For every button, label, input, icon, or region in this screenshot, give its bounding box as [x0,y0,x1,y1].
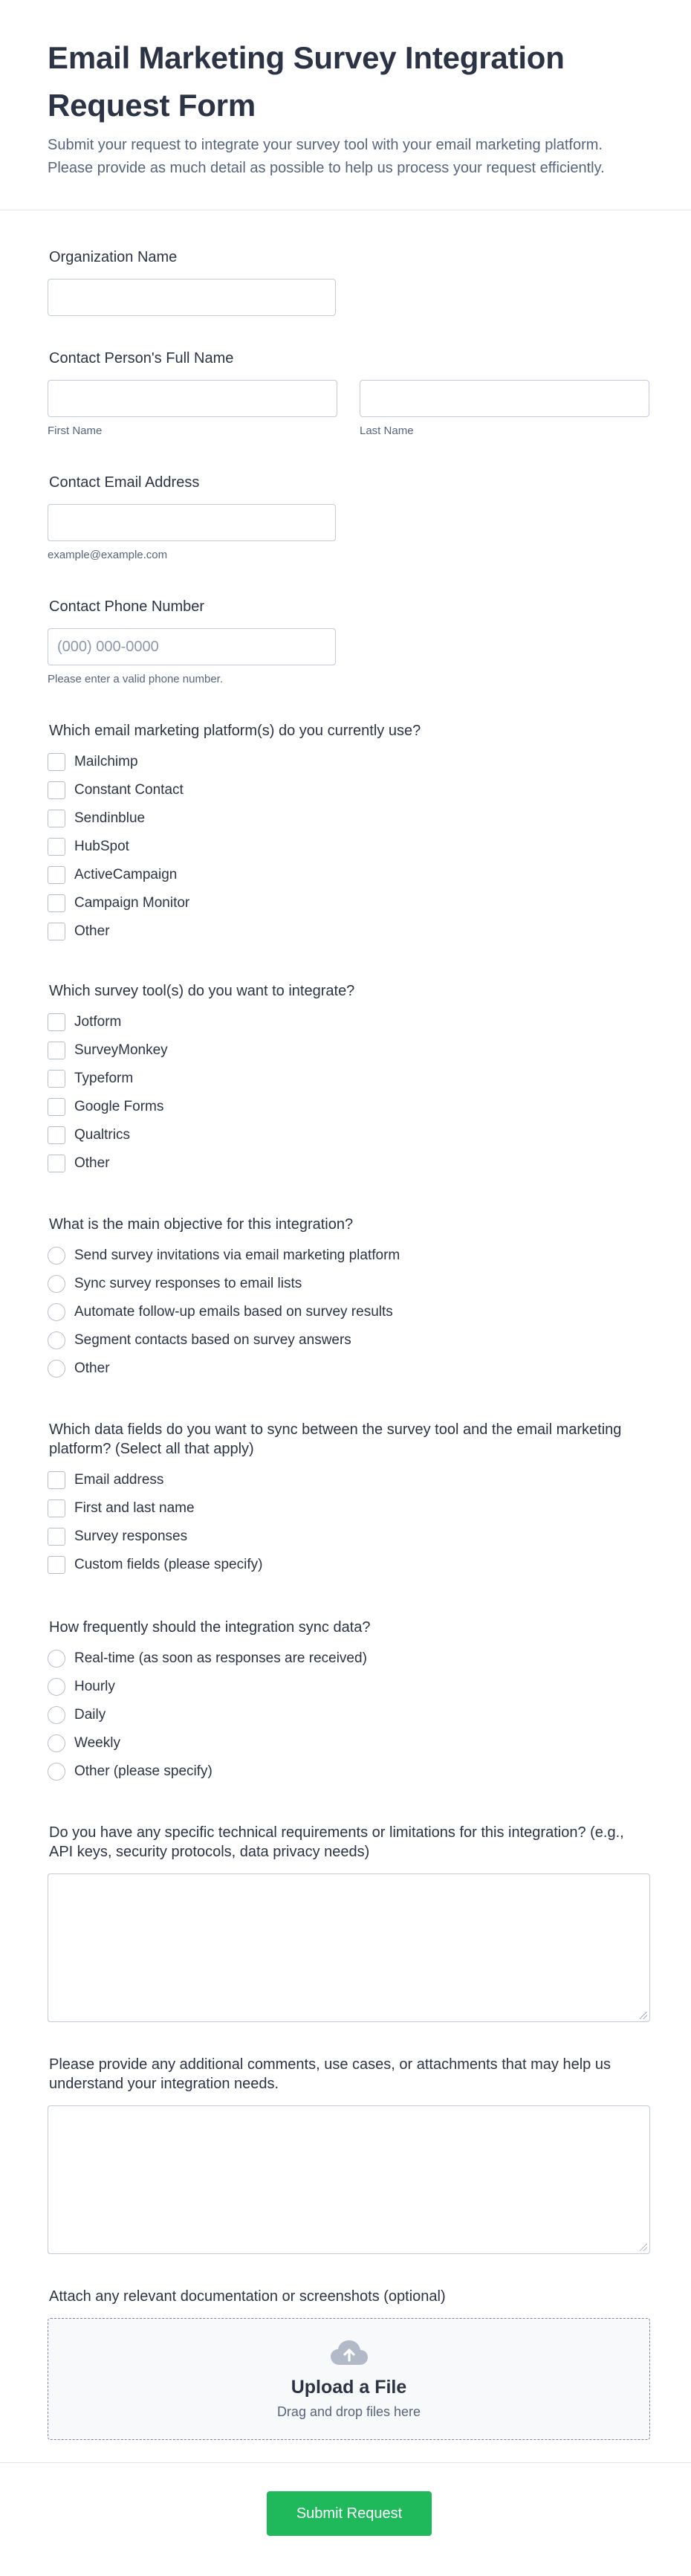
contact-name-field [48,349,643,437]
first-name-input[interactable] [48,380,337,417]
option-label: Sendinblue [74,810,146,826]
submit-button[interactable]: Submit Request [267,2491,432,2536]
option-label: Survey responses [74,1529,188,1544]
checkbox[interactable] [48,1155,65,1172]
option-label: Other [74,1155,110,1171]
survey-tools-field [48,981,643,1178]
radio-button[interactable] [48,1763,65,1781]
frequency-option[interactable] [48,1701,643,1729]
tech-req-field [48,1823,643,2022]
option-label: ActiveCampaign [74,867,178,882]
resize-handle[interactable] [640,2012,647,2019]
objective-option[interactable] [48,1298,643,1326]
objective-label: What is the main objective for this integration? [49,1216,354,1233]
option-label: Real-time (as soon as responses are received) [74,1650,367,1666]
data-field-option[interactable] [48,1466,643,1494]
form-title: Email Marketing Survey Integration Request Form [48,40,565,123]
form-body [0,248,691,2440]
option-label: SurveyMonkey [74,1042,168,1058]
survey-tool-option[interactable] [48,1008,643,1036]
platforms-field [48,721,643,946]
checkbox[interactable] [48,838,65,856]
data-field-option[interactable] [48,1494,643,1523]
radio-button[interactable] [48,1678,65,1696]
frequency-option[interactable] [48,1644,643,1673]
phone-label: Contact Phone Number [49,598,205,615]
checkbox[interactable] [48,810,65,827]
option-label: Other (please specify) [74,1763,213,1779]
platform-option[interactable] [48,917,643,946]
platform-option[interactable] [48,804,643,833]
checkbox[interactable] [48,1013,65,1031]
survey-tool-option[interactable] [48,1065,643,1093]
tech-req-label: Do you have any specific technical requirements or limitations for this integration? (e.g., API keys, security protocols, data privacy needs) [49,1824,624,1860]
checkbox[interactable] [48,1471,65,1489]
form-subtitle: Submit your request to integrate your survey tool with your email marketing platform. Please provide as much detail as possible to help us process your request efficiently. [48,137,605,176]
radio-button[interactable] [48,1331,65,1349]
checkbox[interactable] [48,1500,65,1517]
option-label: Hourly [74,1679,115,1694]
survey-tool-option[interactable] [48,1149,643,1178]
email-input[interactable] [48,504,336,541]
platform-option[interactable] [48,776,643,804]
form-header [0,0,691,210]
objective-option[interactable] [48,1355,643,1383]
objective-option[interactable] [48,1242,643,1270]
radio-button[interactable] [48,1734,65,1752]
objective-option[interactable] [48,1326,643,1355]
frequency-label: How frequently should the integration sync data? [49,1619,371,1636]
option-label: Other [74,923,110,939]
survey-tool-option[interactable] [48,1093,643,1121]
phone-sublabel: Please enter a valid phone number. [48,673,223,685]
radio-button[interactable] [48,1303,65,1321]
phone-input[interactable] [48,628,336,665]
org-label: Organization Name [49,249,178,265]
frequency-option[interactable] [48,1729,643,1757]
upload-hint: Drag and drop files here [276,2404,421,2419]
upload-title: Upload a File [291,2377,407,2398]
attach-label: Attach any relevant documentation or screenshots (optional) [49,2288,446,2305]
checkbox[interactable] [48,866,65,884]
objective-field [48,1215,643,1383]
option-label: Segment contacts based on survey answers [74,1332,351,1348]
last-name-sublabel: Last Name [360,425,414,437]
survey-tool-option[interactable] [48,1121,643,1149]
org-input[interactable] [48,279,336,316]
email-label: Contact Email Address [49,474,200,491]
checkbox[interactable] [48,923,65,940]
data-field-option[interactable] [48,1551,643,1579]
frequency-field [48,1618,643,1786]
option-label: Other [74,1360,110,1376]
phone-field [48,597,643,685]
option-label: Google Forms [74,1099,164,1114]
checkbox[interactable] [48,781,65,799]
radio-button[interactable] [48,1247,65,1265]
option-label: Send survey invitations via email marketing platform [74,1247,400,1263]
data-fields-label: Which data fields do you want to sync between the survey tool and the email marketing platform? (Select all that apply) [49,1421,622,1457]
option-label: HubSpot [74,839,129,854]
option-label: Typeform [74,1071,134,1086]
platform-option[interactable] [48,861,643,889]
checkbox[interactable] [48,894,65,912]
option-label: Automate follow-up emails based on survey results [74,1304,393,1320]
attach-field [48,2287,643,2440]
platform-option[interactable] [48,748,643,776]
survey-tool-option[interactable] [48,1036,643,1065]
cloud-upload-icon [329,2338,369,2368]
option-label: Daily [74,1707,106,1723]
file-upload-dropzone[interactable] [48,2318,650,2440]
option-label: Constant Contact [74,782,184,798]
comments-field [48,2055,643,2254]
option-label: Email address [74,1472,164,1488]
email-sublabel: example@example.com [48,549,168,561]
frequency-option[interactable] [48,1757,643,1786]
radio-button[interactable] [48,1360,65,1378]
checkbox[interactable] [48,1098,65,1116]
data-field-option[interactable] [48,1523,643,1551]
checkbox[interactable] [48,1042,65,1059]
option-label: Weekly [74,1735,120,1751]
platforms-label: Which email marketing platform(s) do you currently use? [49,723,421,739]
comments-textarea[interactable] [48,2105,650,2254]
objective-option[interactable] [48,1270,643,1298]
option-label: Custom fields (please specify) [74,1557,263,1572]
checkbox[interactable] [48,1126,65,1144]
form-footer [0,2462,691,2576]
survey-tools-label: Which survey tool(s) do you want to integrate? [49,983,355,999]
option-label: Sync survey responses to email lists [74,1276,302,1291]
platform-option[interactable] [48,889,643,917]
option-label: Qualtrics [74,1127,130,1143]
option-label: Mailchimp [74,754,138,769]
option-label: First and last name [74,1500,195,1516]
checkbox[interactable] [48,1556,65,1574]
contact-name-label: Contact Person's Full Name [49,350,234,367]
radio-button[interactable] [48,1275,65,1293]
option-label: Jotform [74,1014,122,1030]
first-name-sublabel: First Name [48,425,103,437]
email-field [48,473,643,561]
platform-option[interactable] [48,833,643,861]
option-label: Campaign Monitor [74,895,190,911]
radio-button[interactable] [48,1706,65,1724]
data-fields-field [48,1420,643,1579]
comments-label: Please provide any additional comments, use cases, or attachments that may help us understand your integration needs. [49,2056,611,2092]
last-name-input[interactable] [360,380,649,417]
tech-req-textarea[interactable] [48,1873,650,2022]
radio-button[interactable] [48,1650,65,1668]
frequency-option[interactable] [48,1673,643,1701]
checkbox[interactable] [48,1070,65,1088]
checkbox[interactable] [48,1528,65,1546]
org-field [48,248,643,316]
resize-handle[interactable] [640,2244,647,2251]
checkbox[interactable] [48,753,65,771]
